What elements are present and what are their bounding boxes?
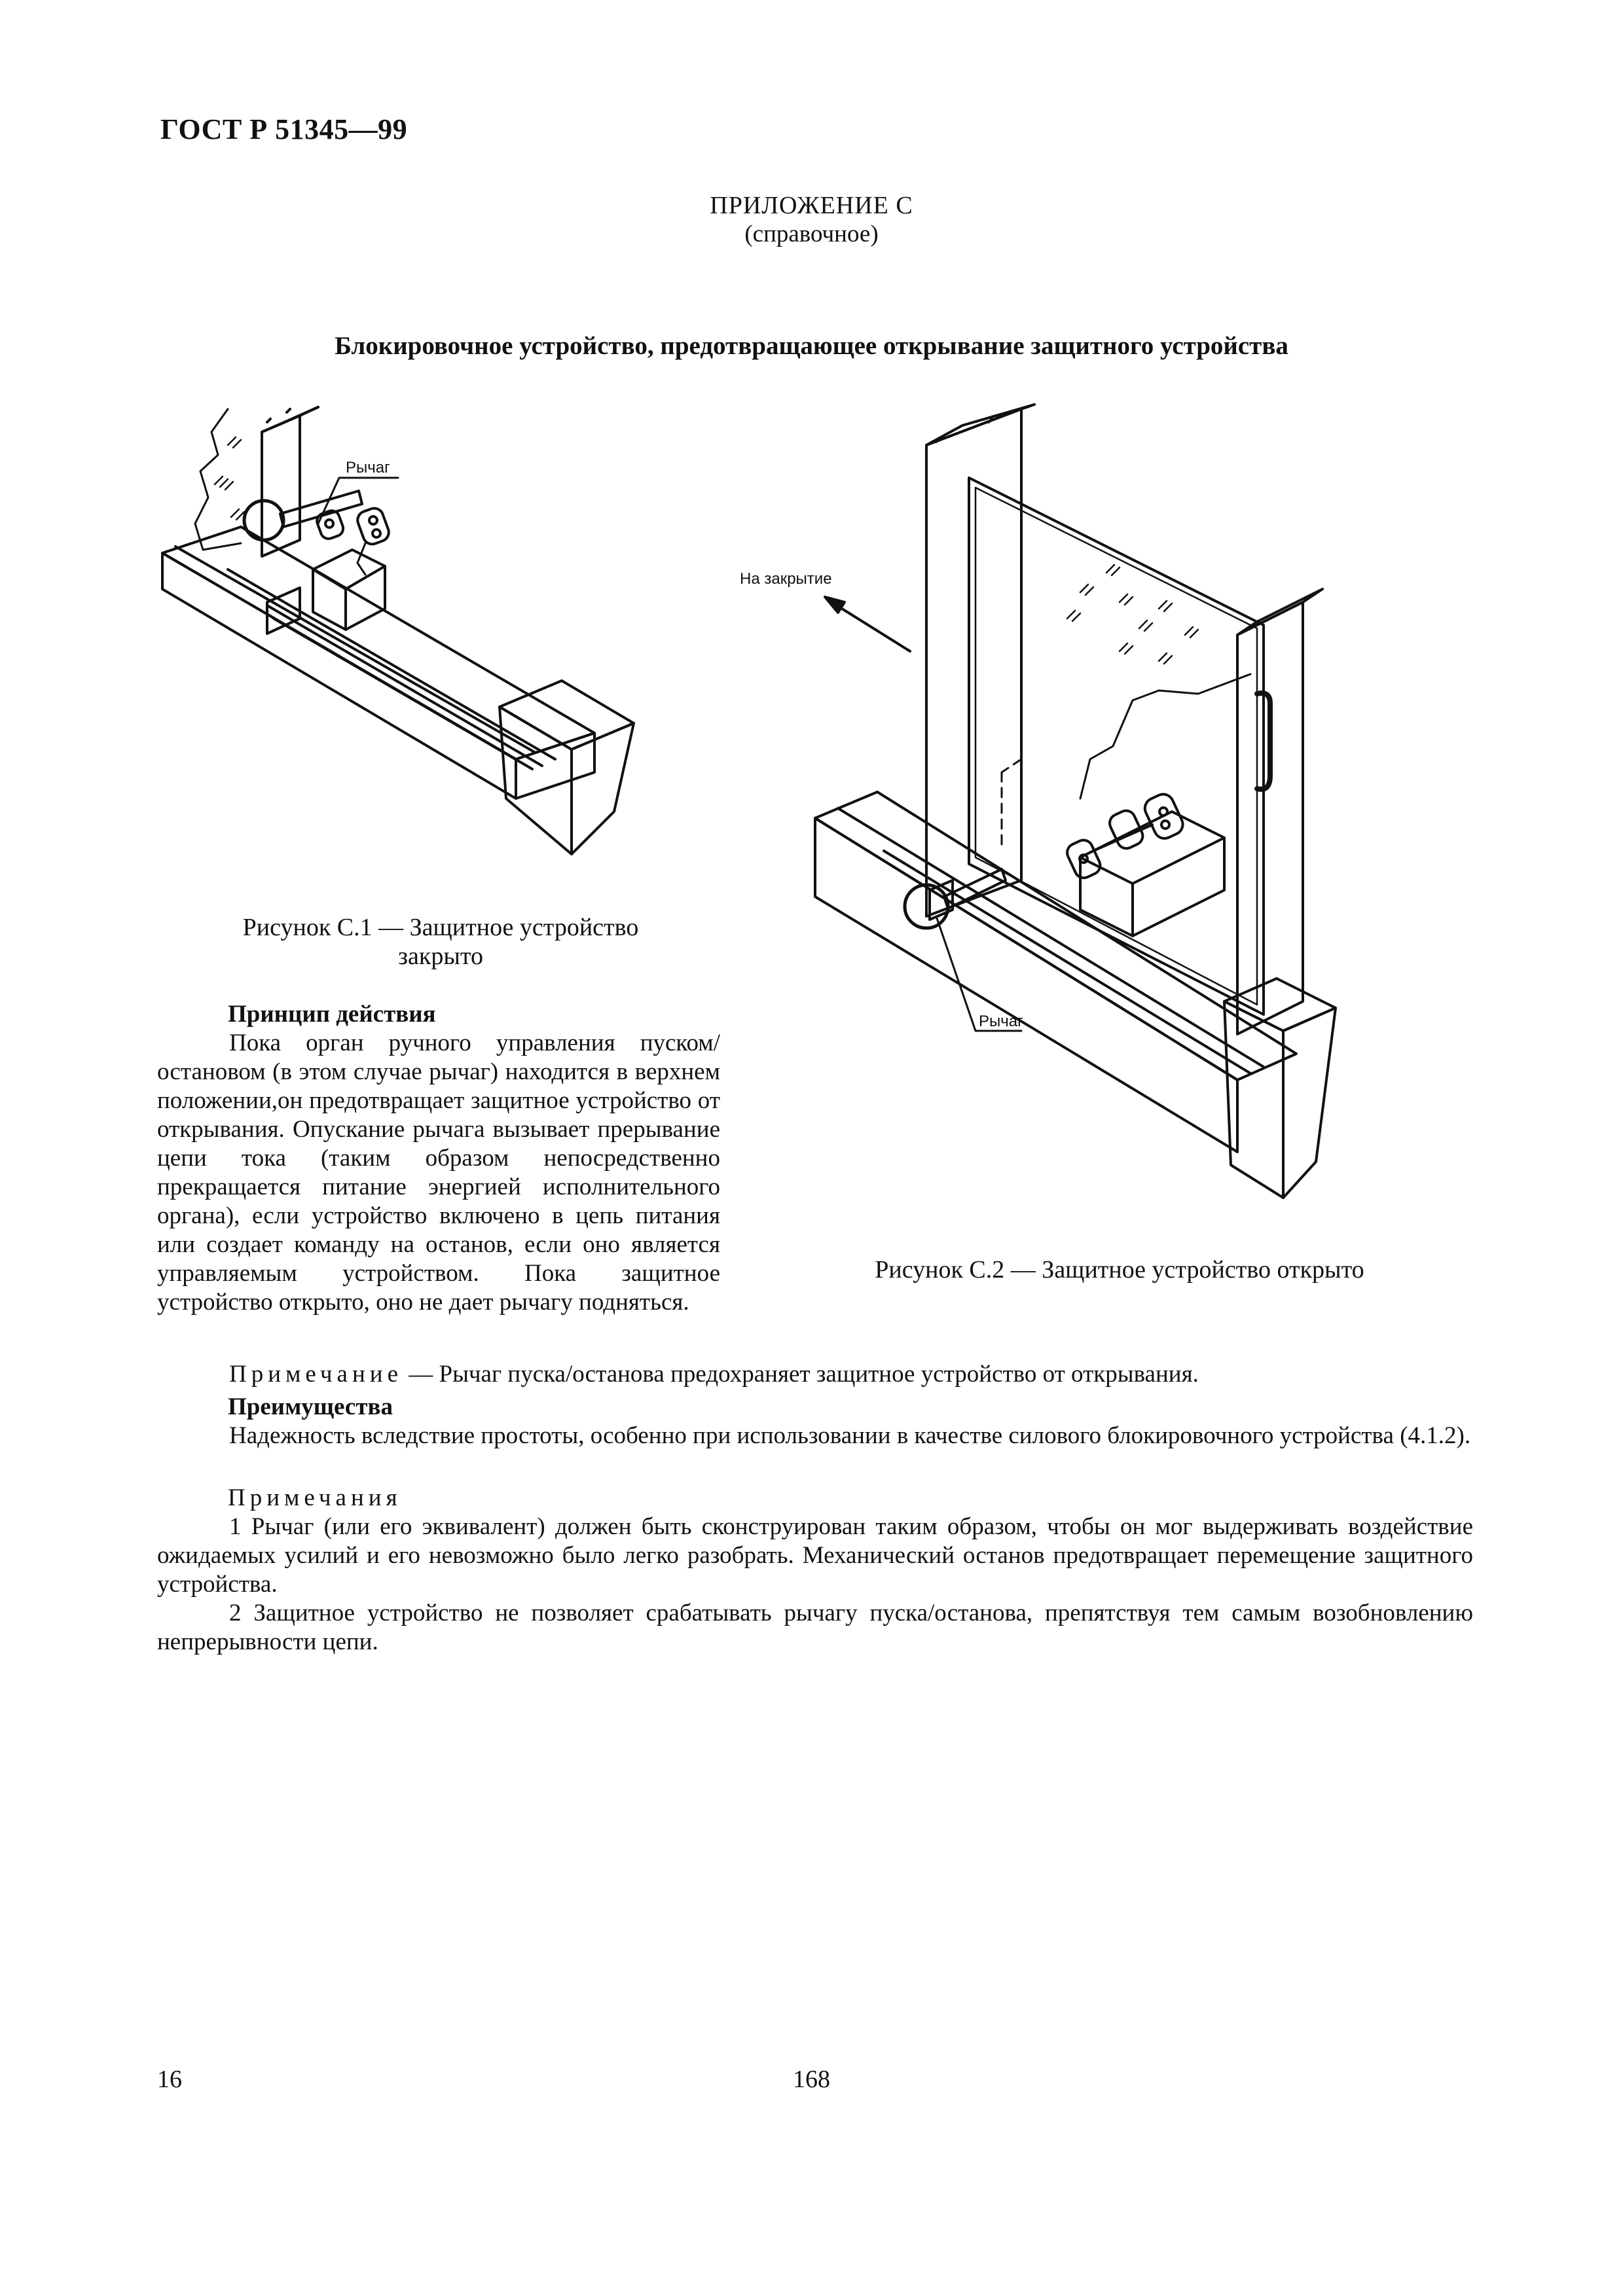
page-number-left: 16 — [157, 2066, 182, 2093]
note-item-2: 2 Защитное устройство не позволяет срабатывать рычагу пуска/останова, препятствуя тем самым возобновлению непрерывности цепи. — [157, 1600, 1473, 1655]
figure-c1-lever-label: Рычаг — [346, 459, 390, 476]
advantages-text: Надежность вследствие простоты, особенно при использовании в качестве силового блокировочного устройства (4.1.2). — [229, 1422, 1471, 1449]
gost-code-header: ГОСТ Р 51345—99 — [160, 113, 408, 145]
principle-text: Пока орган ручного управления пуском/остановом (в этом случае рычаг) находится в верхнем положении,он предотвращает защитное устройство от открывания. Опускание рычага вызывает прерывание цепи тока (таким образом непосредственно прекращается питание энергией исполнительного органа), если устройство включено в цепь питания или создает команду на останов, если оно является управляемым устройством. Пока защитное устройство открыто, оно не дает рычагу подняться. — [157, 1030, 720, 1316]
section-title: Блокировочное устройство, предотвращающее открывание защитного устройства — [335, 332, 1288, 360]
figure-c2-lever-label: Рычаг — [979, 1013, 1023, 1030]
note-paragraph — [157, 1360, 1473, 1389]
page-number-center: 168 — [793, 2066, 830, 2093]
notes-heading: Примечания — [228, 1484, 402, 1511]
principle-heading: Принцип действия — [228, 1001, 436, 1028]
note-label: Примечание — [229, 1361, 403, 1388]
notes-list — [157, 1513, 1473, 1657]
advantages-heading: Преимущества — [228, 1393, 393, 1420]
figure-c1-caption-line2: закрыто — [398, 942, 483, 970]
appendix-title: ПРИЛОЖЕНИЕ С — [710, 192, 913, 219]
figure-c2-direction-label: На закрытие — [740, 570, 832, 588]
figure-c1-caption — [149, 913, 732, 971]
figure-c2-diagram — [714, 393, 1499, 1244]
figure-c1-diagram — [149, 393, 673, 884]
note-item-1: 1 Рычаг (или его эквивалент) должен быть сконструирован таким образом, чтобы он мог выдерживать воздействие ожидаемых усилий и его невозможно было легко разобрать. Механический останов предотвращает перемещение защитного устройства. — [157, 1513, 1473, 1598]
appendix-subtitle: (справочное) — [744, 221, 879, 247]
figure-c2-caption: Рисунок С.2 — Защитное устройство открыто — [875, 1256, 1364, 1283]
note-text: — Рычаг пуска/останова предохраняет защитное устройство от открывания. — [403, 1361, 1199, 1388]
figure-c1-caption-line1: Рисунок С.1 — Защитное устройство — [242, 914, 639, 941]
